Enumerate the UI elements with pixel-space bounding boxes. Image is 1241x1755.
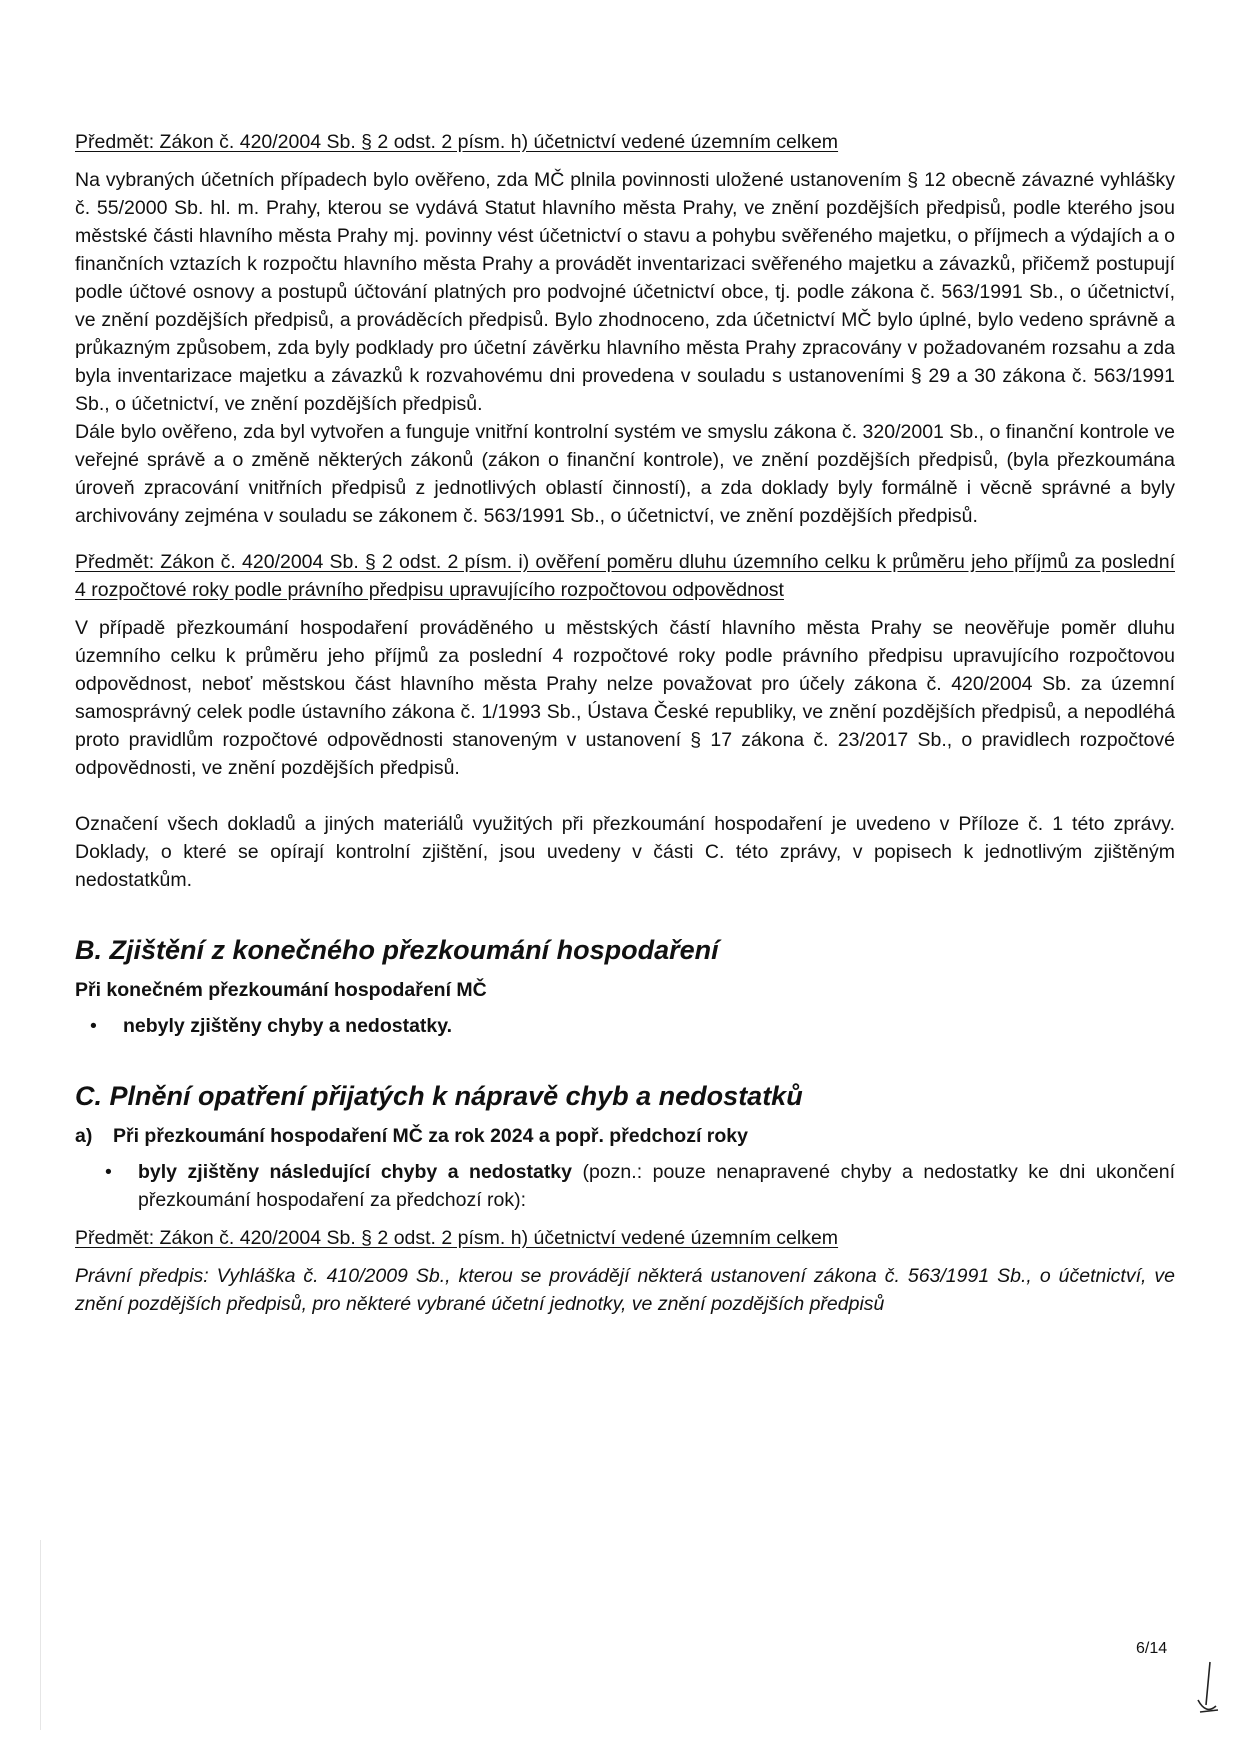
c-a-letter: a)	[75, 1125, 93, 1147]
scan-margin-line	[40, 1540, 41, 1730]
c-bullet-rest: (pozn.: pouze nenapravené chyby a nedostatky ke dni ukončení přezkoumání hospodaření za předchozí rok):	[138, 1161, 1175, 1211]
heading-b: B. Zjištění z konečného přezkoumání hospodaření	[75, 935, 719, 965]
list-item: • byly zjištěny následující chyby a nedostatky (pozn.: pouze nenapravené chyby a nedostatky ke dni ukončení přezkoumání hospodaření za předchozí rok):	[105, 1161, 1175, 1211]
list-item: • nebyly zjištěny chyby a nedostatky.	[90, 1015, 453, 1037]
paragraph-internal-control: Dále bylo ověřeno, zda byl vytvořen a funguje vnitřní kontrolní systém ve smyslu zákona č. 320/2001 Sb., o finanční kontrole ve veřejné správě a o změně některých zákonů (zákon o finanční kontrole), ve znění pozdějších předpisů, (byla přezkoumána úroveň zpracování vnitřních předpisů z jednotlivých oblastí činností), a zda doklady byly formálně i věcně správné a byly archivovány zejména v souladu se zákonem č. 563/1991 Sb., o účetnictví, ve znění pozdějších předpisů.	[75, 421, 1175, 527]
document-page	[75, 128, 1175, 1318]
c-a-line	[75, 1122, 1175, 1150]
paragraph-accounting: Na vybraných účetních případech bylo ověřeno, zda MČ plnila povinnosti uložené ustanovením § 12 obecně závazné vyhlášky č. 55/2000 Sb. hl. m. Prahy, kterou se vydává Statut hlavního města Prahy, ve znění pozdějších předpisů, podle kterého jsou městské části hlavního města Prahy mj. povinny vést účetnictví o stavu a pohybu svěřeného majetku, o příjmech a výdajích a o finančních vztazích k rozpočtu hlavního města Prahy a provádět inventarizaci svěřeného majetku a závazků, přičemž postupují podle účtové osnovy a postupů účtování platných pro podvojné účetnictví obce, tj. podle zákona č. 563/1991 Sb., o účetnictví, ve znění pozdějších předpisů, a prováděcích předpisů. Bylo zhodnoceno, zda účetnictví MČ bylo úplné, bylo vedeno správně a průkazným způsobem, zda byly podklady pro účetní závěrku hlavního města Prahy zpracovány v požadovaném rozsahu a zda byla inventarizace majetku a závazků k rozvahovému dni provedena v souladu s ustanoveními § 29 a 30 zákona č. 563/1991 Sb., o účetnictví, ve znění pozdějších předpisů.	[75, 169, 1175, 415]
subject-line-i: Předmět: Zákon č. 420/2004 Sb. § 2 odst. 2 písm. i) ověření poměru dluhu územního celku k průměru jeho příjmů za poslední 4 rozpočtové roky podle právního předpisu upravujícího rozpočtovou odpovědnost	[75, 551, 1175, 601]
legal-regulation: Právní předpis: Vyhláška č. 410/2009 Sb., kterou se provádějí některá ustanovení zákona č. 563/1991 Sb., o účetnictví, ve znění pozdějších předpisů, pro některé vybrané účetní jednotky, ve znění pozdějších předpisů	[75, 1265, 1175, 1315]
b-list	[75, 1012, 1175, 1040]
c-a-text: Při přezkoumání hospodaření MČ za rok 2024 a popř. předchozí roky	[113, 1125, 748, 1147]
subject-line-c: Předmět: Zákon č. 420/2004 Sb. § 2 odst. 2 písm. h) účetnictví vedené územním celkem	[75, 1227, 839, 1249]
paragraph-documents: Označení všech dokladů a jiných materiálů využitých při přezkoumání hospodaření je uvedeno v Příloze č. 1 této zprávy. Doklady, o které se opírají kontrolní zjištění, jsou uvedeny v části C. této zprávy, v popisech k jednotlivým zjištěným nedostatkům.	[75, 813, 1175, 891]
subject-line-h: Předmět: Zákon č. 420/2004 Sb. § 2 odst. 2 písm. h) účetnictví vedené územním celkem	[75, 131, 839, 153]
b-bullet-text: nebyly zjištěny chyby a nedostatky.	[123, 1015, 453, 1037]
b-intro: Při konečném přezkoumání hospodaření MČ	[75, 979, 487, 1001]
c-list	[100, 1158, 1175, 1214]
page-number: 6/14	[1136, 1640, 1168, 1657]
heading-c: C. Plnění opatření přijatých k nápravě chyb a nedostatků	[75, 1081, 803, 1111]
paragraph-debt-ratio: V případě přezkoumání hospodaření prováděného u městských částí hlavního města Prahy se neověřuje poměr dluhu územního celku k průměru jeho příjmů za poslední 4 rozpočtové roky podle právního předpisu upravujícího rozpočtovou odpovědnost, neboť městskou část hlavního města Prahy nelze považovat pro účely zákona č. 420/2004 Sb. za územní samosprávný celek podle ústavního zákona č. 1/1993 Sb., Ústava České republiky, ve znění pozdějších předpisů, a nepodléhá proto pravidlům rozpočtové odpovědnosti stanoveným v ustanovení § 17 zákona č. 23/2017 Sb., o pravidlech rozpočtové odpovědnosti, ve znění pozdějších předpisů.	[75, 617, 1175, 779]
c-bullet-bold: byly zjištěny následující chyby a nedostatky	[138, 1161, 572, 1183]
signature-initials	[1192, 1660, 1222, 1720]
